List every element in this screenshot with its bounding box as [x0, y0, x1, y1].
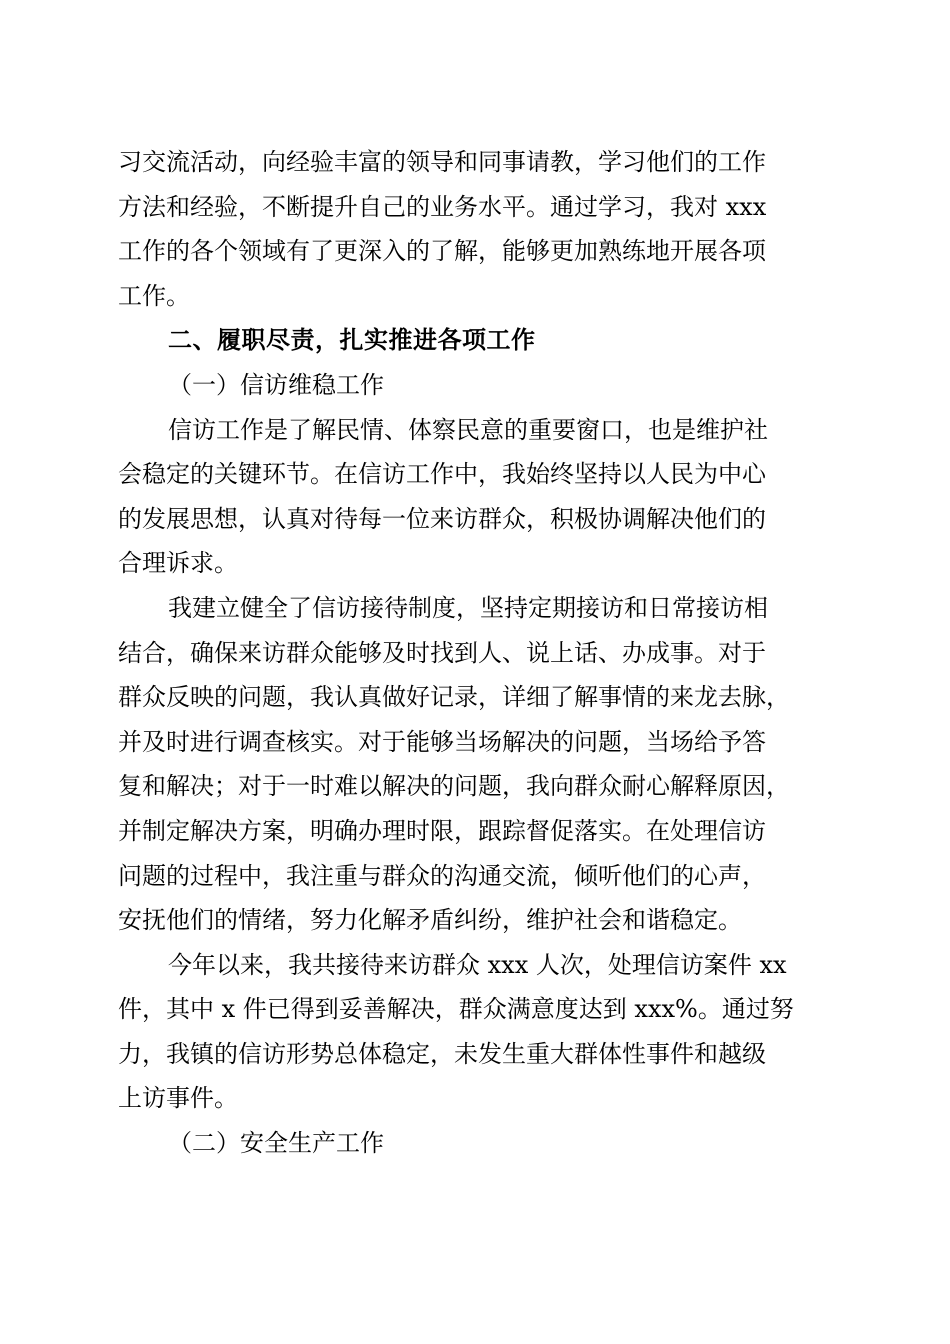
- paragraph-line: 会稳定的关键环节。在信访工作中，我始终坚持以人民为中心: [118, 460, 766, 489]
- paragraph-line: 今年以来，我共接待来访群众 xxx 人次，处理信访案件 xx: [168, 950, 787, 979]
- paragraph-line: 工作。: [118, 281, 190, 310]
- paragraph-line: 群众反映的问题，我认真做好记录，详细了解事情的来龙去脉，: [118, 683, 790, 712]
- paragraph-line: 力，我镇的信访形势总体稳定，未发生重大群体性事件和越级: [118, 1039, 766, 1068]
- paragraph-line: 件，其中 x 件已得到妥善解决，群众满意度达到 xxx%。通过努: [118, 995, 794, 1024]
- document-body: [118, 140, 834, 1166]
- subsection-heading: （一）信访维稳工作: [168, 370, 384, 399]
- paragraph-line: 复和解决；对于一时难以解决的问题，我向群众耐心解释原因，: [118, 772, 790, 801]
- paragraph-line: 习交流活动，向经验丰富的领导和同事请教，学习他们的工作: [118, 148, 766, 176]
- paragraph-line: 上访事件。: [118, 1084, 238, 1113]
- section-heading: 二、履职尽责，扎实推进各项工作: [168, 326, 536, 355]
- paragraph-line: 合理诉求。: [118, 549, 238, 578]
- paragraph-line: 并制定解决方案，明确办理时限，跟踪督促落实。在处理信访: [118, 816, 766, 845]
- paragraph-line: 结合，确保来访群众能够及时找到人、说上话、办成事。对于: [118, 638, 766, 667]
- paragraph-line: 的发展思想，认真对待每一位来访群众，积极协调解决他们的: [118, 504, 766, 533]
- subsection-heading: （二）安全生产工作: [168, 1129, 384, 1158]
- paragraph-line: 工作的各个领域有了更深入的了解，能够更加熟练地开展各项: [118, 237, 766, 266]
- paragraph-line: 问题的过程中，我注重与群众的沟通交流，倾听他们的心声，: [118, 861, 766, 890]
- paragraph-line: 信访工作是了解民情、体察民意的重要窗口，也是维护社: [168, 415, 768, 444]
- paragraph-line: 并及时进行调查核实。对于能够当场解决的问题，当场给予答: [118, 727, 766, 756]
- paragraph-line: 我建立健全了信访接待制度，坚持定期接访和日常接访相: [168, 593, 768, 622]
- paragraph-line: 安抚他们的情绪，努力化解矛盾纠纷，维护社会和谐稳定。: [118, 906, 742, 935]
- paragraph-line: 方法和经验，不断提升自己的业务水平。通过学习，我对 xxx: [118, 192, 767, 221]
